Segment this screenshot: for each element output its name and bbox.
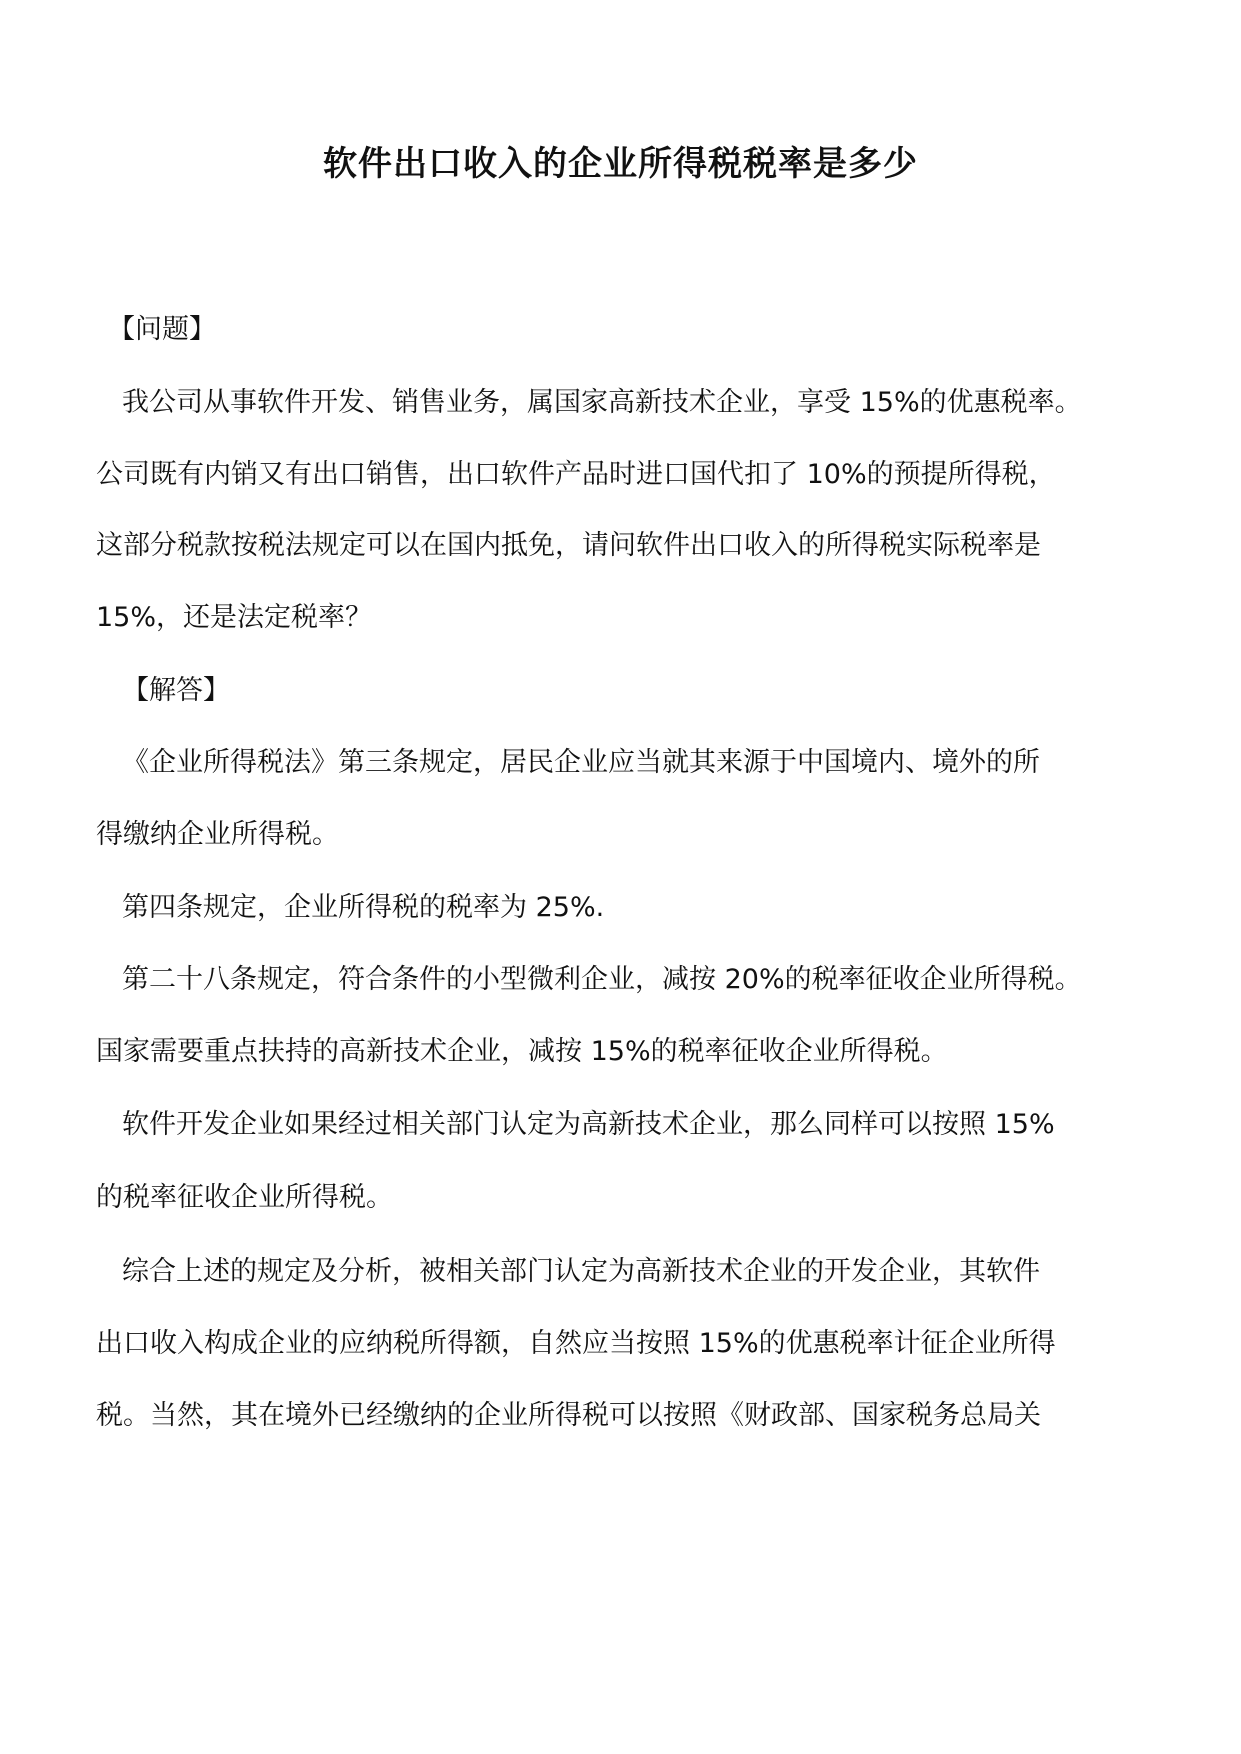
paragraph-line: 国家需要重点扶持的高新技术企业，减按 15%的税率征收企业所得税。: [96, 1036, 948, 1067]
paragraph-line: 的税率征收企业所得税。: [96, 1182, 393, 1213]
paragraph-line: 《企业所得税法》第三条规定，居民企业应当就其来源于中国境内、境外的所: [122, 747, 1040, 778]
paragraph-line: 我公司从事软件开发、销售业务，属国家高新技术企业，享受 15%的优惠税率。: [122, 387, 1082, 418]
section-heading-answer: 【解答】: [122, 675, 230, 706]
paragraph-line: 第二十八条规定，符合条件的小型微利企业，减按 20%的税率征收企业所得税。: [122, 964, 1082, 995]
paragraph-line: 第四条规定，企业所得税的税率为 25%.: [122, 892, 605, 923]
paragraph-line: 软件开发企业如果经过相关部门认定为高新技术企业，那么同样可以按照 15%: [122, 1109, 1055, 1140]
paragraph-line: 15%，还是法定税率？: [96, 602, 373, 633]
page-title: 软件出口收入的企业所得税税率是多少: [323, 144, 918, 184]
paragraph-line: 公司既有内销又有出口销售，出口软件产品时进口国代扣了 10%的预提所得税，: [96, 459, 1056, 490]
paragraph-line: 税。当然，其在境外已经缴纳的企业所得税可以按照《财政部、国家税务总局关: [96, 1400, 1041, 1431]
section-heading-question: 【问题】: [108, 314, 216, 345]
paragraph-line: 得缴纳企业所得税。: [96, 819, 339, 850]
paragraph-line: 出口收入构成企业的应纳税所得额，自然应当按照 15%的优惠税率计征企业所得: [96, 1328, 1056, 1359]
paragraph-line: 这部分税款按税法规定可以在国内抵免，请问软件出口收入的所得税实际税率是: [96, 530, 1041, 561]
paragraph-line: 综合上述的规定及分析，被相关部门认定为高新技术企业的开发企业，其软件: [122, 1256, 1040, 1287]
